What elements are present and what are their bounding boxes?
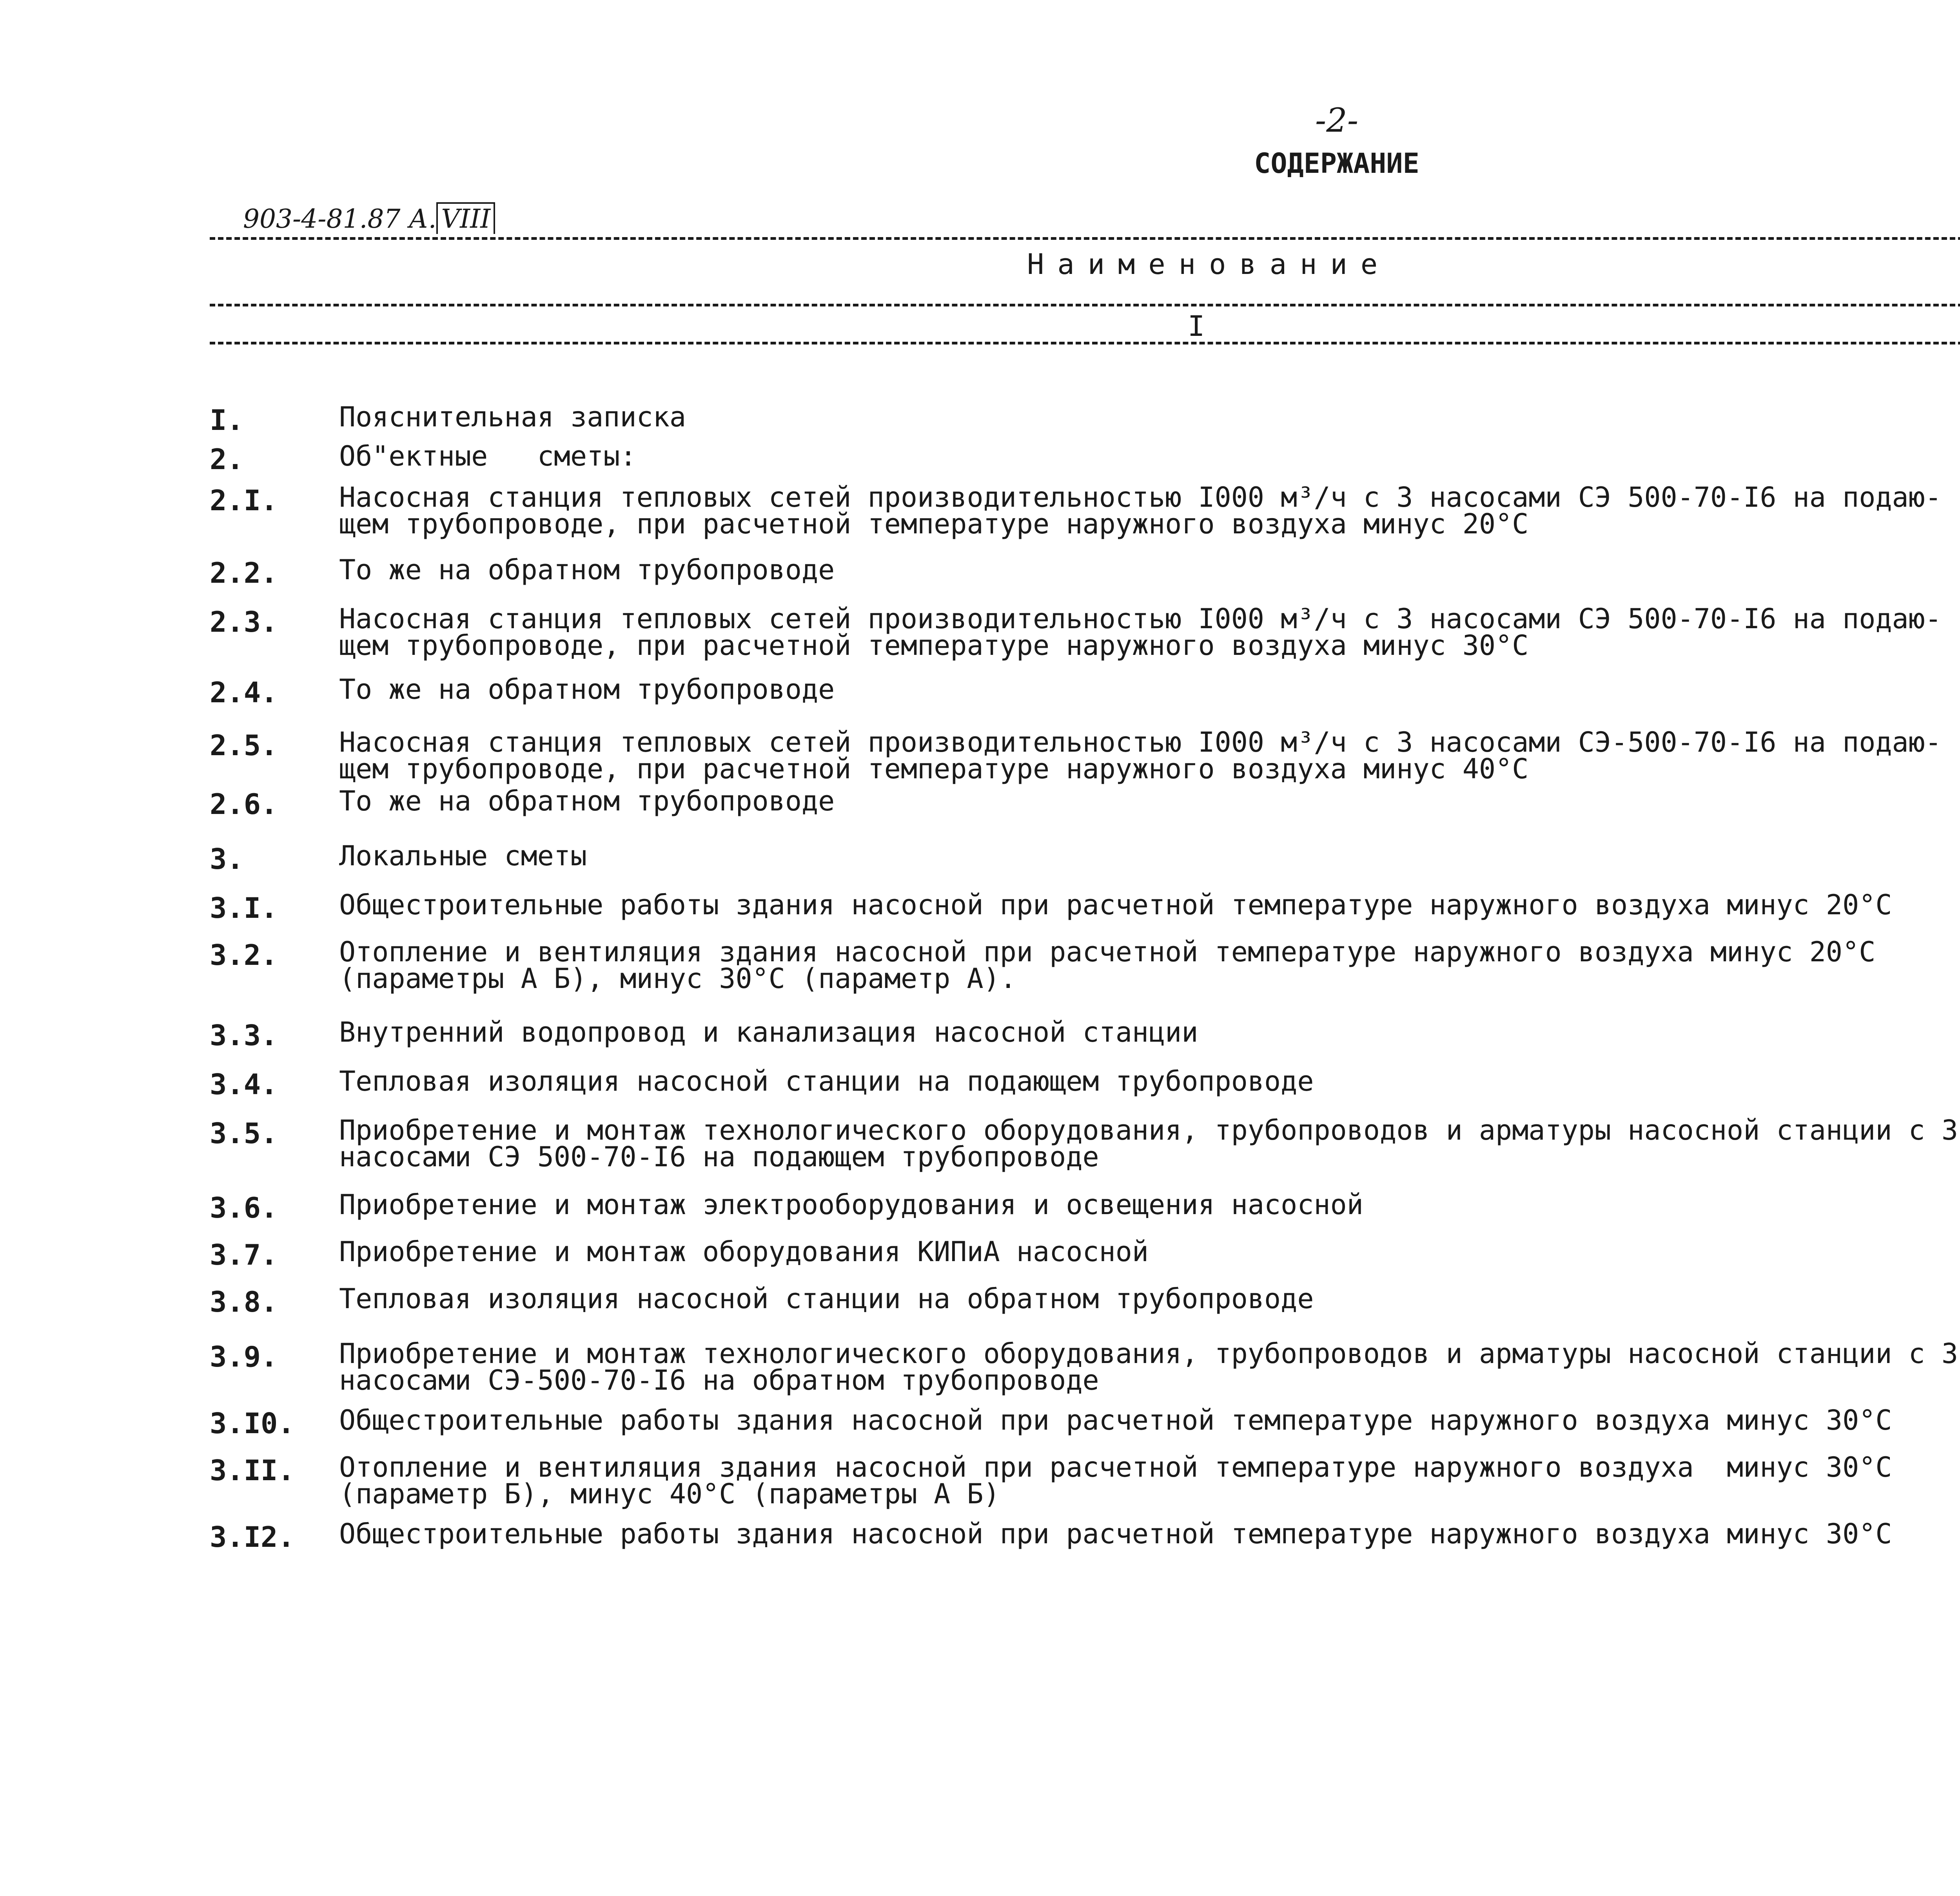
column-number-1: I [1188, 310, 1205, 343]
item-title [339, 1404, 1960, 1436]
item-title [339, 1114, 1960, 1173]
header-rule [210, 304, 1960, 306]
item-title [339, 401, 1960, 433]
item-title [339, 440, 1960, 472]
item-title [339, 936, 1960, 995]
item-title-line: Насосная станция тепловых сетей производительностью I000 м³/ч с 3 насосами СЭ-500-70-I6 на подаю- [339, 726, 1942, 758]
item-title-line: Общестроительные работы здания насосной при расчетной температуре наружного воздуха минус 20°С [339, 889, 1892, 921]
item-number: 3.I0. [210, 1407, 295, 1440]
item-title-line: Отопление и вентиляция здания насосной при расчетной температуре наружного воздуха минус 20°С [339, 936, 1876, 968]
item-title-line: щем трубопроводе, при расчетной температуре наружного воздуха минус 30°С [339, 629, 1529, 662]
page-number: -2- [1315, 101, 1359, 140]
item-number: 3.3. [210, 1019, 278, 1052]
item-title [339, 726, 1960, 785]
item-title [339, 554, 1960, 586]
item-number: 3.9. [210, 1340, 278, 1373]
document-code-prefix: 903-4-81.87 А. [243, 204, 437, 234]
item-title [339, 1189, 1960, 1221]
item-title [339, 1518, 1960, 1550]
item-title-line: Отопление и вентиляция здания насосной при расчетной температуре наружного воздуха минус 30°С [339, 1451, 1892, 1483]
item-title-line: Приобретение и монтаж электрооборудования и освещения насосной [339, 1189, 1363, 1221]
item-title-line: То же на обратном трубопроводе [339, 785, 835, 817]
item-title [339, 1340, 1960, 1394]
item-title-line: насосами СЭ 500-70-I6 на подающем трубопроводе [339, 1141, 1099, 1173]
item-title [339, 1451, 1960, 1510]
item-number: 3.2. [210, 939, 278, 972]
item-title [339, 603, 1960, 662]
item-number: 2.6. [210, 788, 278, 821]
item-title-line: щем трубопроводе, при расчетной температуре наружного воздуха минус 40°С [339, 753, 1529, 785]
item-title [339, 1065, 1960, 1097]
item-title-line: Об"ектные сметы: [339, 440, 637, 472]
item-title-line: То же на обратном трубопроводе [339, 554, 835, 586]
item-number: 3.5. [210, 1117, 278, 1150]
item-title-line: Приобретение и монтаж технологического оборудования, трубопроводов и арматуры насосной станции с 3 [339, 1338, 1958, 1370]
item-number: 2.3. [210, 605, 278, 638]
item-title [339, 481, 1960, 540]
item-title-line: Пояснительная записка [339, 401, 686, 433]
item-title-line: То же на обратном трубопроводе [339, 673, 835, 705]
album-number: VIII [436, 202, 495, 234]
item-number: 2.5. [210, 729, 278, 762]
item-number: 2. [210, 443, 244, 476]
item-number: 2.2. [210, 556, 278, 589]
item-title-line: Внутренний водопровод и канализация насосной станции [339, 1016, 1198, 1048]
item-number: 3.II. [210, 1454, 295, 1487]
item-title-line: (параметры А Б), минус 30°С (параметр А). [339, 963, 1016, 995]
item-number: 3.8. [210, 1285, 278, 1318]
document-title: СОДЕРЖАНИЕ [1254, 147, 1419, 179]
item-title-line: Насосная станция тепловых сетей производительностью I000 м³/ч с 3 насосами СЭ 500-70-I6 на подаю- [339, 603, 1942, 635]
table-top-rule [210, 237, 1960, 240]
item-number: 2.I. [210, 484, 278, 517]
item-title [339, 840, 1960, 872]
item-title-line: Тепловая изоляция насосной станции на подающем трубопроводе [339, 1065, 1314, 1097]
item-title [339, 1236, 1960, 1268]
item-title-line: Локальные сметы [339, 840, 587, 872]
column-header-name: Наименование [1027, 248, 1391, 281]
item-number: 3.I. [210, 892, 278, 924]
item-title [339, 1016, 1960, 1048]
item-number: I. [210, 404, 244, 437]
item-title [339, 673, 1960, 705]
item-number: 3.I2. [210, 1521, 295, 1553]
item-title-line: Приобретение и монтаж технологического оборудования, трубопроводов и арматуры насосной станции с 3 [339, 1114, 1958, 1146]
item-title-line: насосами СЭ-500-70-I6 на обратном трубопроводе [339, 1364, 1099, 1396]
column-numbers-rule [210, 342, 1960, 344]
item-title-line: Тепловая изоляция насосной станции на обратном трубопроводе [339, 1283, 1314, 1315]
item-title-line: Общестроительные работы здания насосной при расчетной температуре наружного воздуха минус 30°С [339, 1518, 1892, 1550]
item-title-line: щем трубопроводе, при расчетной температуре наружного воздуха минус 20°С [339, 508, 1529, 540]
item-number: 3.4. [210, 1068, 278, 1101]
item-number: 3. [210, 843, 244, 875]
item-title-line: (параметр Б), минус 40°С (параметры А Б) [339, 1478, 1000, 1510]
document-code [243, 204, 495, 234]
item-title [339, 785, 1960, 817]
item-number: 3.6. [210, 1191, 278, 1224]
item-title [339, 1283, 1960, 1315]
item-title-line: Насосная станция тепловых сетей производительностью I000 м³/ч с 3 насосами СЭ 500-70-I6 на подаю- [339, 481, 1942, 513]
item-title-line: Приобретение и монтаж оборудования КИПиА насосной [339, 1236, 1149, 1268]
item-number: 3.7. [210, 1238, 278, 1271]
item-title [339, 889, 1960, 921]
item-title-line: Общестроительные работы здания насосной при расчетной температуре наружного воздуха минус 30°С [339, 1404, 1892, 1436]
item-number: 2.4. [210, 676, 278, 709]
